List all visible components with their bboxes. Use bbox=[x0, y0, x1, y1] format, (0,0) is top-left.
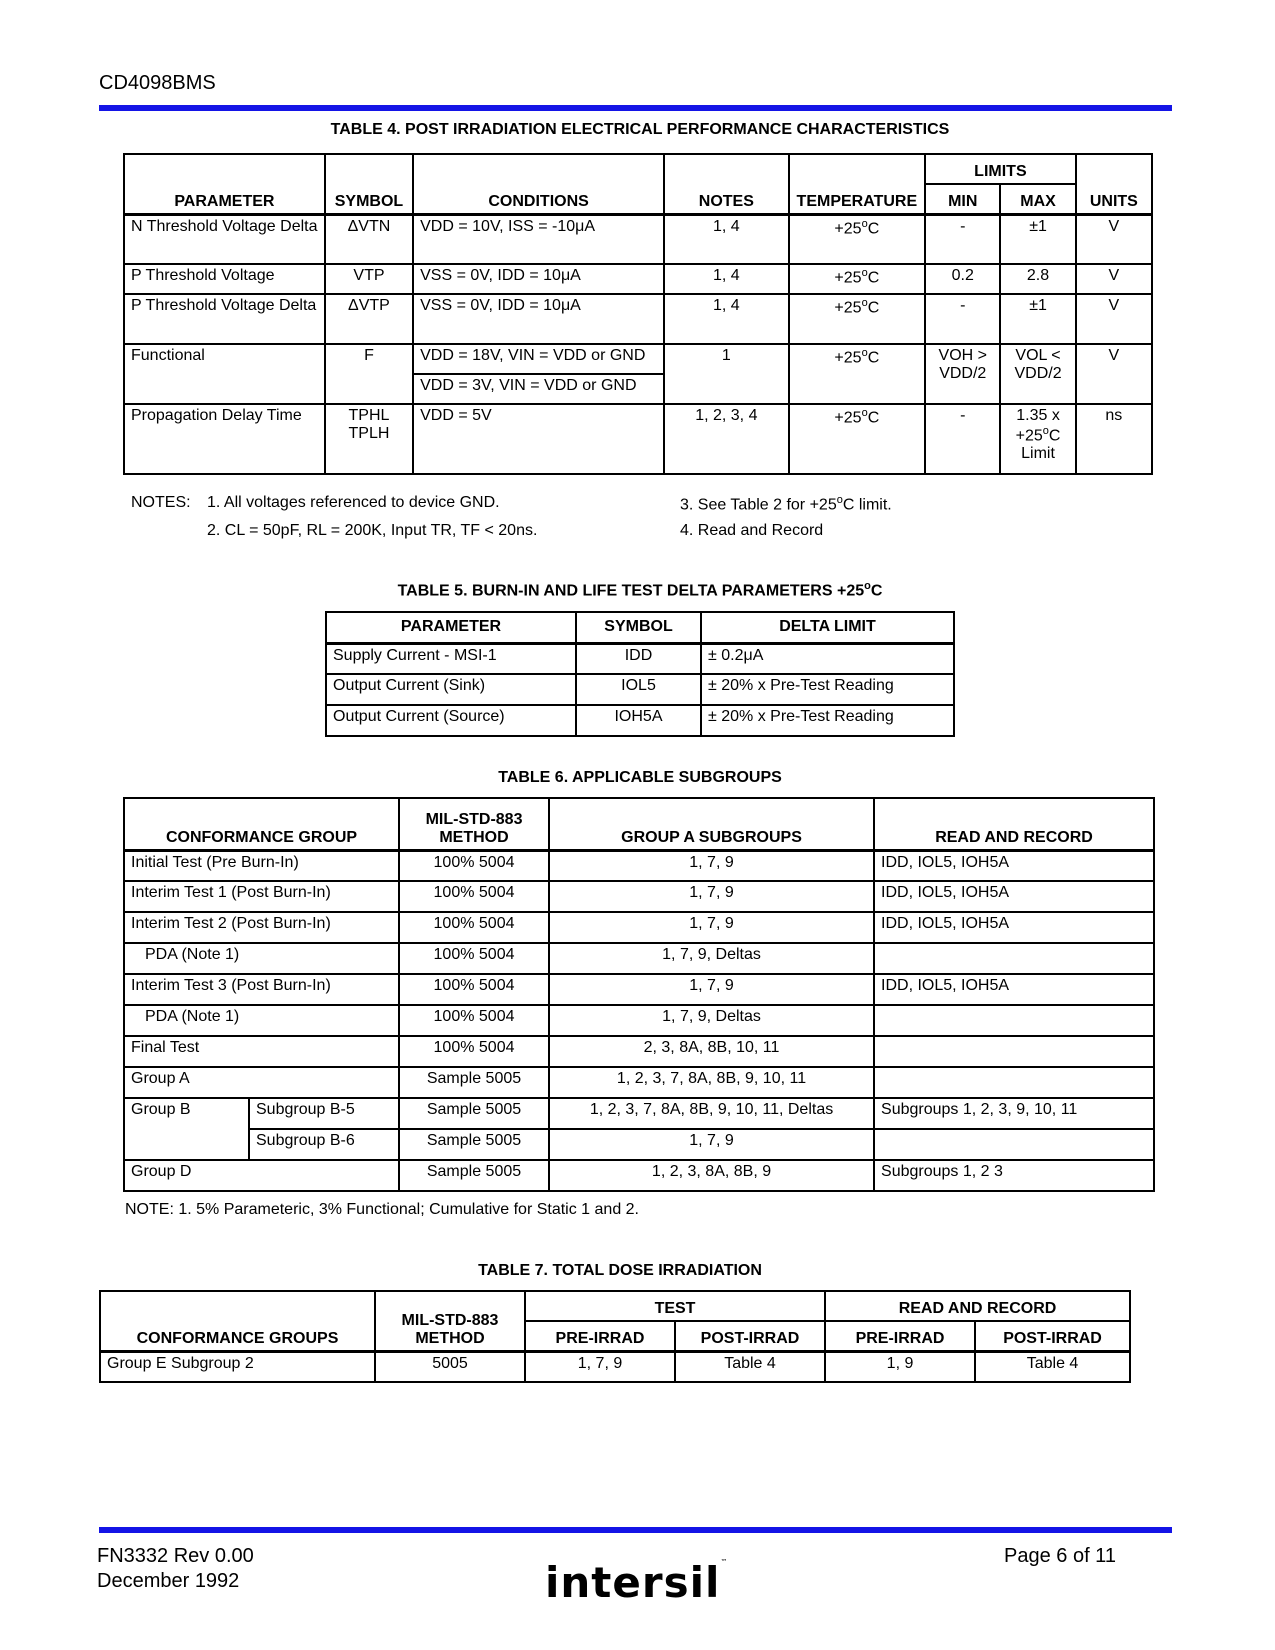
t5-h-delta: DELTA LIMIT bbox=[701, 612, 954, 643]
table-row bbox=[326, 705, 954, 736]
table-row bbox=[124, 943, 1154, 974]
cell: V bbox=[1076, 264, 1152, 294]
t6-h-group: CONFORMANCE GROUP bbox=[124, 798, 399, 850]
temp-unit: C bbox=[867, 269, 880, 287]
cell: VTP bbox=[325, 264, 413, 294]
t7-h-read-pre: PRE-IRRAD bbox=[825, 1321, 975, 1351]
cell: IDD, IOL5, IOH5A bbox=[874, 974, 1154, 1005]
table-row bbox=[124, 1067, 1154, 1098]
cell: 100% 5004 bbox=[399, 881, 549, 912]
cell bbox=[789, 264, 926, 294]
cell: 0.2 bbox=[925, 264, 1000, 294]
cell: 1, 4 bbox=[664, 214, 788, 264]
cell bbox=[874, 1067, 1154, 1098]
cell: 1, 7, 9, Deltas bbox=[549, 943, 874, 974]
cell: 1, 7, 9, Deltas bbox=[549, 1005, 874, 1036]
t7-h-method-l1: MIL-STD-883 bbox=[401, 1311, 499, 1329]
table-row bbox=[124, 1036, 1154, 1067]
table-row bbox=[124, 1005, 1154, 1036]
cell: ± 20% x Pre-Test Reading bbox=[701, 705, 954, 736]
cell: Table 4 bbox=[675, 1351, 825, 1382]
cell: IDD, IOL5, IOH5A bbox=[874, 912, 1154, 943]
cell bbox=[789, 344, 926, 404]
t7-h-method-l2: METHOD bbox=[415, 1329, 485, 1347]
degree-mark: o bbox=[861, 297, 868, 309]
cell bbox=[874, 1036, 1154, 1067]
cell: IDD, IOL5, IOH5A bbox=[874, 881, 1154, 912]
cell bbox=[325, 404, 413, 474]
t4-h-parameter: PARAMETER bbox=[124, 154, 325, 214]
cell: ± 20% x Pre-Test Reading bbox=[701, 674, 954, 705]
cell: Subgroup B-6 bbox=[249, 1129, 399, 1160]
table-row bbox=[124, 294, 1152, 344]
t4-h-limits: LIMITS bbox=[925, 154, 1076, 184]
cell: - bbox=[925, 214, 1000, 264]
cell: 1, 7, 9 bbox=[549, 1129, 874, 1160]
cell: 100% 5004 bbox=[399, 943, 549, 974]
cell bbox=[874, 1005, 1154, 1036]
intersil-logo bbox=[545, 1558, 728, 1607]
table5 bbox=[325, 611, 955, 737]
cell: VDD = 5V bbox=[413, 404, 664, 474]
cell bbox=[1000, 404, 1075, 474]
temp-value: +25 bbox=[834, 219, 862, 237]
t7-h-test-pre: PRE-IRRAD bbox=[525, 1321, 675, 1351]
t4-h-units: UNITS bbox=[1076, 154, 1152, 214]
cell: 1, 7, 9 bbox=[525, 1351, 675, 1382]
cell: 100% 5004 bbox=[399, 1005, 549, 1036]
table4-title: TABLE 4. POST IRRADIATION ELECTRICAL PERFORMANCE CHARACTERISTICS bbox=[330, 121, 950, 138]
cell: 1, 7, 9 bbox=[549, 881, 874, 912]
temp-value: +25 bbox=[834, 409, 862, 427]
table6 bbox=[123, 797, 1155, 1192]
max-line bbox=[1007, 425, 1068, 445]
cell bbox=[874, 1129, 1154, 1160]
table-row bbox=[124, 974, 1154, 1005]
cell: V bbox=[1076, 214, 1152, 264]
t7-h-read: READ AND RECORD bbox=[825, 1291, 1130, 1321]
cell: F bbox=[325, 344, 413, 404]
cell: 1 bbox=[664, 344, 788, 404]
t4-h-symbol: SYMBOL bbox=[325, 154, 413, 214]
symbol-line: TPHL bbox=[348, 407, 390, 424]
t4-h-conditions: CONDITIONS bbox=[413, 154, 664, 214]
cell: P Threshold Voltage Delta bbox=[124, 294, 325, 344]
cell: Interim Test 2 (Post Burn-In) bbox=[124, 912, 399, 943]
t7-h-groups: CONFORMANCE GROUPS bbox=[100, 1291, 375, 1351]
table-row bbox=[326, 674, 954, 705]
note-4: 4. Read and Record bbox=[680, 522, 824, 539]
cell: 1, 4 bbox=[664, 294, 788, 344]
t5-h-parameter: PARAMETER bbox=[326, 612, 576, 643]
cell: IDD, IOL5, IOH5A bbox=[874, 850, 1154, 881]
degree-mark: o bbox=[836, 494, 843, 506]
footer-doc: FN3332 Rev 0.00 bbox=[97, 1545, 254, 1567]
cell: ±1 bbox=[1000, 214, 1075, 264]
table-row bbox=[124, 1098, 1154, 1129]
table5-title bbox=[320, 580, 960, 600]
degree-mark: o bbox=[1042, 425, 1049, 437]
cell: VSS = 0V, IDD = 10μA bbox=[413, 264, 664, 294]
t4-h-temperature: TEMPERATURE bbox=[789, 154, 926, 214]
cell: Interim Test 1 (Post Burn-In) bbox=[124, 881, 399, 912]
cell: Subgroups 1, 2, 3, 9, 10, 11 bbox=[874, 1098, 1154, 1129]
cell: Group B bbox=[124, 1098, 249, 1160]
cell: Interim Test 3 (Post Burn-In) bbox=[124, 974, 399, 1005]
temp-value: +25 bbox=[1015, 427, 1043, 445]
degree-mark: o bbox=[861, 347, 868, 359]
table5-title-text: TABLE 5. BURN-IN AND LIFE TEST DELTA PARAMETERS +25 bbox=[397, 582, 865, 600]
degree-mark: o bbox=[861, 217, 868, 230]
cell: P Threshold Voltage bbox=[124, 264, 325, 294]
t7-h-read-post: POST-IRRAD bbox=[975, 1321, 1130, 1351]
max-line: 1.35 x bbox=[1016, 407, 1060, 424]
cell: V bbox=[1076, 344, 1152, 404]
table7 bbox=[99, 1290, 1131, 1383]
doc-id: CD4098BMS bbox=[99, 72, 216, 94]
note-3 bbox=[680, 494, 892, 514]
cell: Subgroup B-5 bbox=[249, 1098, 399, 1129]
cell: N Threshold Voltage Delta bbox=[124, 214, 325, 264]
table7-title: TABLE 7. TOTAL DOSE IRRADIATION bbox=[478, 1262, 762, 1279]
cell: - bbox=[925, 404, 1000, 474]
table-row bbox=[124, 1129, 1154, 1160]
cell: Sample 5005 bbox=[399, 1067, 549, 1098]
trademark-mark: ™ bbox=[720, 1558, 729, 1566]
cell: 100% 5004 bbox=[399, 912, 549, 943]
footer-page: Page 6 of 11 bbox=[1004, 1545, 1116, 1567]
cell bbox=[789, 214, 926, 264]
cell: V bbox=[1076, 294, 1152, 344]
cell: Sample 5005 bbox=[399, 1098, 549, 1129]
cell: Sample 5005 bbox=[399, 1160, 549, 1191]
cell: Sample 5005 bbox=[399, 1129, 549, 1160]
cell: Group A bbox=[124, 1067, 399, 1098]
table-row bbox=[124, 264, 1152, 294]
cell: 2.8 bbox=[1000, 264, 1075, 294]
cell: Propagation Delay Time bbox=[124, 404, 325, 474]
table-row bbox=[124, 881, 1154, 912]
t6-h-method-l2: METHOD bbox=[439, 828, 509, 846]
temp-value: +25 bbox=[834, 269, 862, 287]
table5-title-unit: C bbox=[870, 582, 883, 600]
cell: 1, 7, 9 bbox=[549, 912, 874, 943]
t7-h-test-post: POST-IRRAD bbox=[675, 1321, 825, 1351]
cell: ΔVTN bbox=[325, 214, 413, 264]
t7-h-test: TEST bbox=[525, 1291, 825, 1321]
cell: ±1 bbox=[1000, 294, 1075, 344]
cell: 100% 5004 bbox=[399, 1036, 549, 1067]
cell: Functional bbox=[124, 344, 325, 404]
notes-label: NOTES: bbox=[131, 494, 191, 511]
t4-h-min: MIN bbox=[925, 184, 1000, 214]
footer-date: December 1992 bbox=[97, 1570, 240, 1592]
cell: Table 4 bbox=[975, 1351, 1130, 1382]
cell: 1, 2, 3, 4 bbox=[664, 404, 788, 474]
cell bbox=[789, 294, 926, 344]
degree-mark: o bbox=[861, 267, 868, 279]
cell: 1, 7, 9 bbox=[549, 850, 874, 881]
cell: 1, 4 bbox=[664, 264, 788, 294]
cell: Group E Subgroup 2 bbox=[100, 1351, 375, 1382]
cell: 1, 2, 3, 8A, 8B, 9 bbox=[549, 1160, 874, 1191]
cell: Final Test bbox=[124, 1036, 399, 1067]
cell: 1, 2, 3, 7, 8A, 8B, 9, 10, 11 bbox=[549, 1067, 874, 1098]
degree-mark: o bbox=[864, 580, 871, 592]
temp-unit: C bbox=[867, 409, 880, 427]
cell: PDA (Note 1) bbox=[124, 943, 399, 974]
table-row bbox=[124, 850, 1154, 881]
note-2: 2. CL = 50pF, RL = 200K, Input TR, TF < 20ns. bbox=[207, 522, 538, 539]
table-row bbox=[124, 1160, 1154, 1191]
cell: VDD = 10V, ISS = -10μA bbox=[413, 214, 664, 264]
cell: ± 0.2μA bbox=[701, 643, 954, 674]
cell: IOH5A bbox=[576, 705, 701, 736]
cell: 1, 2, 3, 7, 8A, 8B, 9, 10, 11, Deltas bbox=[549, 1098, 874, 1129]
table-row bbox=[124, 404, 1152, 474]
logo-text: intersil bbox=[545, 1558, 721, 1607]
cell: ΔVTP bbox=[325, 294, 413, 344]
table6-note: NOTE: 1. 5% Parameteric, 3% Functional; Cumulative for Static 1 and 2. bbox=[125, 1201, 639, 1218]
cell: ns bbox=[1076, 404, 1152, 474]
cell: VOH > VDD/2 bbox=[925, 344, 1000, 404]
symbol-line: TPLH bbox=[348, 425, 390, 442]
temp-unit: C bbox=[867, 219, 880, 237]
cell: 5005 bbox=[375, 1351, 525, 1382]
cell: 2, 3, 8A, 8B, 10, 11 bbox=[549, 1036, 874, 1067]
temp-value: +25 bbox=[834, 299, 862, 317]
cell bbox=[874, 943, 1154, 974]
cell: 100% 5004 bbox=[399, 850, 549, 881]
t6-h-method bbox=[399, 798, 549, 850]
cell: VOL < VDD/2 bbox=[1000, 344, 1075, 404]
cell: - bbox=[925, 294, 1000, 344]
cell: 100% 5004 bbox=[399, 974, 549, 1005]
max-line: Limit bbox=[1021, 445, 1055, 463]
cell: VDD = 18V, VIN = VDD or GND bbox=[413, 344, 664, 374]
temp-unit: C bbox=[867, 299, 880, 317]
t4-h-max: MAX bbox=[1000, 184, 1075, 214]
cell: VDD = 3V, VIN = VDD or GND bbox=[413, 374, 664, 404]
table-row bbox=[100, 1351, 1130, 1382]
cell: VSS = 0V, IDD = 10μA bbox=[413, 294, 664, 344]
cell: IDD bbox=[576, 643, 701, 674]
header-rule bbox=[99, 105, 1172, 111]
cell: Initial Test (Pre Burn-In) bbox=[124, 850, 399, 881]
note-3-text: C limit. bbox=[842, 496, 892, 514]
cell bbox=[789, 404, 926, 474]
table4 bbox=[123, 153, 1153, 475]
cell: Output Current (Source) bbox=[326, 705, 576, 736]
cell: Output Current (Sink) bbox=[326, 674, 576, 705]
cell: IOL5 bbox=[576, 674, 701, 705]
note-1: 1. All voltages referenced to device GND. bbox=[207, 494, 500, 511]
t4-h-notes: NOTES bbox=[664, 154, 788, 214]
table6-title: TABLE 6. APPLICABLE SUBGROUPS bbox=[498, 769, 782, 786]
temp-unit: C bbox=[867, 349, 880, 367]
t6-h-read: READ AND RECORD bbox=[874, 798, 1154, 850]
t5-h-symbol: SYMBOL bbox=[576, 612, 701, 643]
cell: 1, 9 bbox=[825, 1351, 975, 1382]
cell: Group D bbox=[124, 1160, 399, 1191]
table-row bbox=[124, 344, 1152, 374]
t6-h-subgroups: GROUP A SUBGROUPS bbox=[549, 798, 874, 850]
temp-value: +25 bbox=[834, 349, 862, 367]
degree-mark: o bbox=[861, 407, 868, 419]
table-row bbox=[326, 643, 954, 674]
cell: Supply Current - MSI-1 bbox=[326, 643, 576, 674]
table-row bbox=[124, 912, 1154, 943]
table-row bbox=[124, 214, 1152, 264]
note-3-text: 3. See Table 2 for +25 bbox=[680, 496, 837, 514]
cell: PDA (Note 1) bbox=[124, 1005, 399, 1036]
cell: 1, 7, 9 bbox=[549, 974, 874, 1005]
t6-h-method-l1: MIL-STD-883 bbox=[425, 810, 523, 828]
footer-rule bbox=[99, 1527, 1172, 1533]
cell: Subgroups 1, 2 3 bbox=[874, 1160, 1154, 1191]
temp-unit: C bbox=[1048, 427, 1061, 445]
t7-h-method bbox=[375, 1291, 525, 1351]
